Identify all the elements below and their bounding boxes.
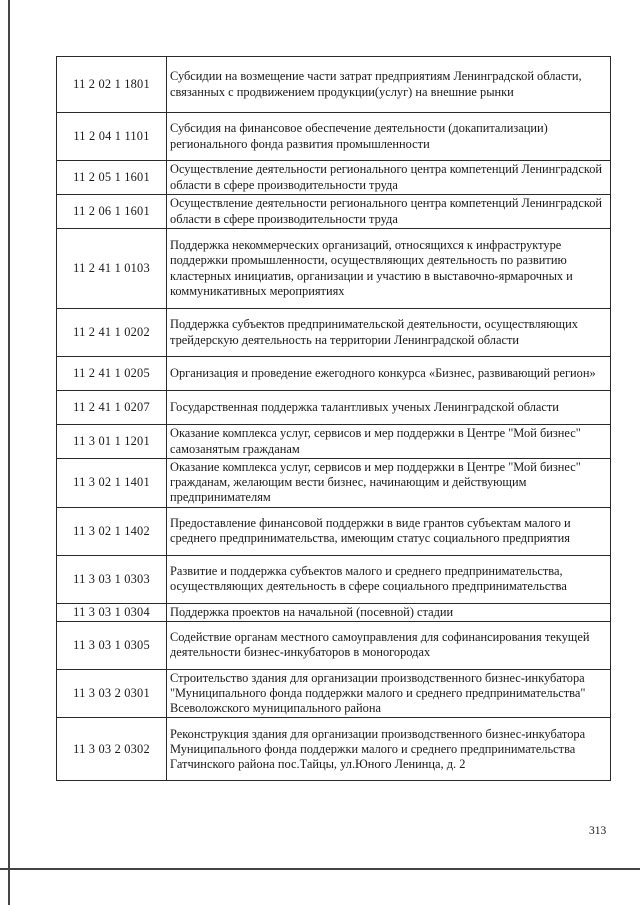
table-row (57, 113, 611, 161)
budget-description: Государственная поддержка талантливых ученых Ленинградской области (167, 391, 611, 425)
budget-code: 11 2 41 1 0207 (57, 391, 167, 425)
table-row (57, 718, 611, 781)
budget-code: 11 3 03 1 0303 (57, 555, 167, 603)
budget-code: 11 2 05 1 1601 (57, 161, 167, 195)
budget-description: Оказание комплекса услуг, сервисов и мер поддержки в Центре "Мой бизнес" гражданам, желающим вести бизнес, начинающим и действующим предпринимателям (167, 459, 611, 508)
budget-description: Субсидия на финансовое обеспечение деятельности (докапитализации) регионального фонда развития промышленности (167, 113, 611, 161)
budget-description: Поддержка некоммерческих организаций, относящихся к инфраструктуре поддержки промышленности, осуществляющих деятельность по развитию кластерных инициатив, организации и участию в выставочно-ярмарочных и коммуникативных мероприятиях (167, 229, 611, 309)
budget-code: 11 3 02 1 1401 (57, 459, 167, 508)
scan-left-edge (8, 0, 10, 905)
table-row (57, 507, 611, 555)
table-row (57, 357, 611, 391)
table-row (57, 603, 611, 621)
budget-code: 11 2 41 1 0205 (57, 357, 167, 391)
budget-description: Реконструкция здания для организации производственного бизнес-инкубатора Муниципального фонда поддержки малого и среднего предпринимательства Гатчинского района пос.Тайцы, ул.Юного Ленинца, д. 2 (167, 718, 611, 781)
table-row (57, 229, 611, 309)
table-row (57, 555, 611, 603)
budget-code: 11 3 03 2 0302 (57, 718, 167, 781)
budget-description: Субсидии на возмещение части затрат предприятиям Ленинградской области, связанных с продвижением продукции(услуг) на внешние рынки (167, 57, 611, 113)
table-row (57, 459, 611, 508)
budget-classification-table (56, 56, 611, 781)
page-number: 313 (589, 825, 607, 837)
table-row (57, 621, 611, 669)
budget-description: Поддержка проектов на начальной (посевной) стадии (167, 603, 611, 621)
scan-bottom-edge (0, 868, 640, 870)
budget-code: 11 3 02 1 1402 (57, 507, 167, 555)
budget-description: Оказание комплекса услуг, сервисов и мер поддержки в Центре "Мой бизнес" самозанятым гражданам (167, 425, 611, 459)
budget-code: 11 2 41 1 0103 (57, 229, 167, 309)
table-row (57, 391, 611, 425)
budget-code: 11 2 04 1 1101 (57, 113, 167, 161)
budget-description: Предоставление финансовой поддержки в виде грантов субъектам малого и среднего предпринимательства, имеющим статус социального предприятия (167, 507, 611, 555)
budget-description: Организация и проведение ежегодного конкурса «Бизнес, развивающий регион» (167, 357, 611, 391)
budget-code: 11 3 03 1 0304 (57, 603, 167, 621)
table-row (57, 669, 611, 718)
table-row (57, 309, 611, 357)
budget-description: Строительство здания для организации производственного бизнес-инкубатора "Муниципального фонда поддержки малого и среднего предпринимательства" Всеволожского муниципального района (167, 669, 611, 718)
budget-code: 11 2 41 1 0202 (57, 309, 167, 357)
budget-description: Развитие и поддержка субъектов малого и среднего предпринимательства, осуществляющих деятельность в сфере социального предпринимательства (167, 555, 611, 603)
budget-description: Осуществление деятельности регионального центра компетенций Ленинградской области в сфере производительности труда (167, 195, 611, 229)
budget-description: Содействие органам местного самоуправления для софинансирования текущей деятельности бизнес-инкубаторов в моногородах (167, 621, 611, 669)
budget-description: Осуществление деятельности регионального центра компетенций Ленинградской области в сфере производительности труда (167, 161, 611, 195)
budget-code: 11 2 02 1 1801 (57, 57, 167, 113)
budget-code: 11 3 01 1 1201 (57, 425, 167, 459)
budget-code: 11 2 06 1 1601 (57, 195, 167, 229)
budget-code: 11 3 03 1 0305 (57, 621, 167, 669)
table-row (57, 57, 611, 113)
table-row (57, 195, 611, 229)
table-row (57, 161, 611, 195)
table-row (57, 425, 611, 459)
budget-code: 11 3 03 2 0301 (57, 669, 167, 718)
budget-description: Поддержка субъектов предпринимательской деятельности, осуществляющих трейдерскую деятельность на территории Ленинградской области (167, 309, 611, 357)
